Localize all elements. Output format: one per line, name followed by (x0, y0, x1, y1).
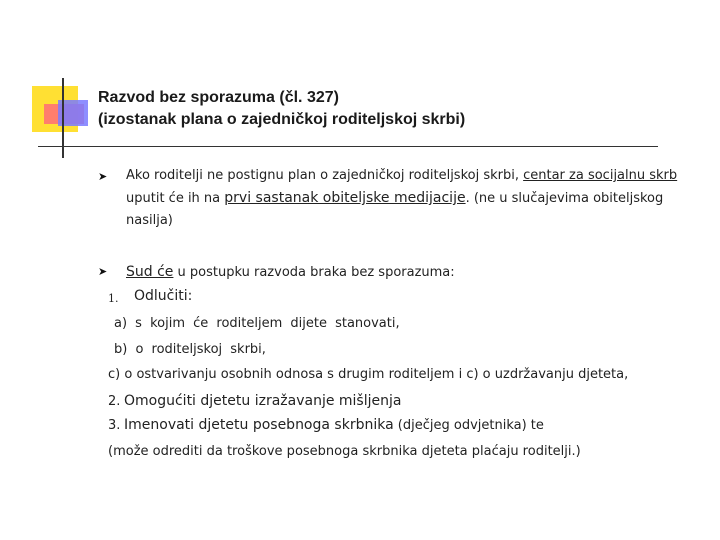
title-line-1: Razvod bez sporazuma (čl. 327) (98, 89, 339, 106)
item-imenovati-note: (dječjeg odvjetnika) te (393, 418, 544, 433)
slide-title (98, 87, 465, 131)
item-number-3: 3. (108, 418, 121, 433)
b1-text-b: uputit će ih na (126, 191, 225, 206)
item-number-2: 2. (108, 394, 121, 409)
b1-text-c: . (ne u slučajevima obiteljskog nasilja) (126, 191, 664, 228)
b1-underline-mediation: prvi sastanak obiteljske medijacije (224, 190, 466, 206)
item-odluciti: Odlučiti: (134, 288, 193, 304)
decor-horizontal-line (38, 146, 658, 147)
item-omoguciti: Omogućiti djetetu izražavanje mišljenja (124, 393, 402, 409)
item-final-note: (može odrediti da troškove posebnoga skrbnika djeteta plaćaju roditelji.) (108, 444, 581, 459)
item-imenovati-row (124, 417, 544, 433)
sub-item-c: c) o ostvarivanju osobnih odnosa s drugim roditeljem i c) o uzdržavanju djeteta, (108, 367, 629, 382)
arrowhead-bullet-icon: ➤ (98, 265, 108, 278)
b1-text-a: Ako roditelji ne postignu plan o zajedničkoj roditeljskoj skrbi, (126, 168, 524, 183)
sub-item-a: a) s kojim će roditeljem dijete stanovati, (114, 316, 400, 331)
bullet-mediation (126, 165, 701, 232)
arrowhead-bullet-icon: ➤ (98, 170, 108, 183)
item-number-1: 1. (108, 292, 119, 305)
bullet-court (126, 261, 686, 284)
b1-underline-centre: centar za socijalnu skrb (523, 168, 678, 183)
b2-underline-court: Sud će (126, 264, 174, 280)
sub-item-b: b) o roditeljskoj skrbi, (114, 342, 266, 357)
b2-text-rest: u postupku razvoda braka bez sporazuma: (173, 265, 455, 280)
title-line-2: (izostanak plana o zajedničkoj roditeljskoj skrbi) (98, 111, 466, 128)
item-imenovati: Imenovati djetetu posebnoga skrbnika (124, 417, 394, 433)
